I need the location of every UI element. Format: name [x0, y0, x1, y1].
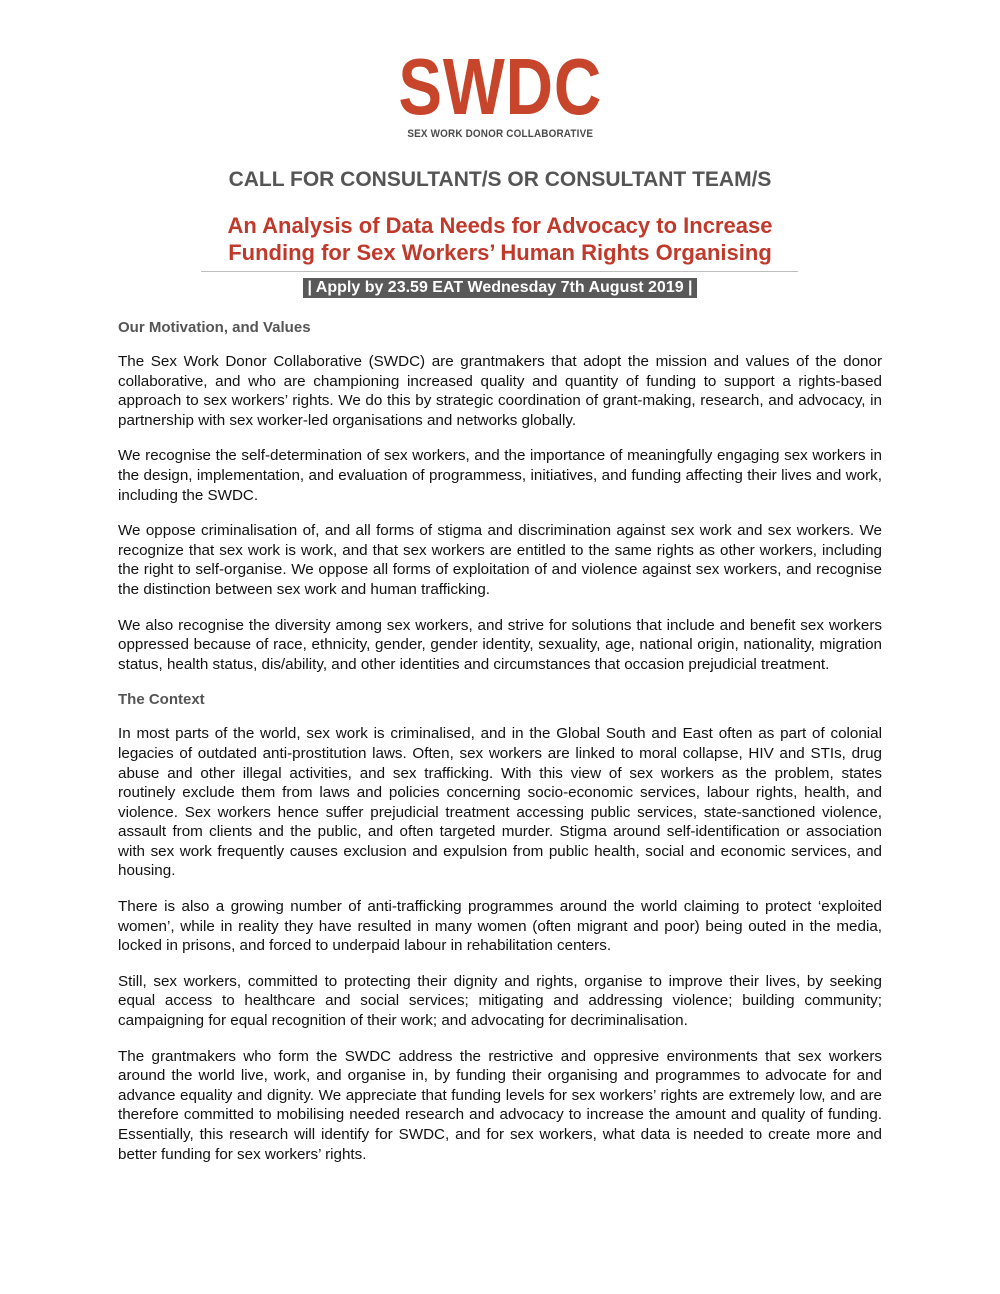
paragraph: Still, sex workers, committed to protecting their dignity and rights, organise to improve their lives, by seeking equal access to healthcare and social services; mitigating and addressing violence; building community; campaigning for equal recognition of their work; and advocating for decriminalisation.: [118, 972, 882, 1030]
swdc-logo: [0, 42, 1000, 142]
section-motivation: [118, 318, 882, 674]
paragraph: There is also a growing number of anti-trafficking programmes around the world claiming to protect ‘exploited women’, while in reality they have resulted in many women (often migrant and poor) being outed in the media, locked in prisons, and forced to underpaid labour in rehabilitation centers.: [118, 898, 882, 955]
paragraph: We also recognise the diversity among sex workers, and strive for solutions that include and benefit sex workers oppressed because of race, ethnicity, gender, gender identity, sexuality, age, national origin, nationality, migration status, health status, dis/ability, and other identities and circumstances that occasion prejudicial treatment.: [118, 616, 882, 673]
logo-tagline: SEX WORK DONOR COLLABORATIVE: [407, 128, 593, 140]
paragraph: We oppose criminalisation of, and all forms of stigma and discrimination against sex work and sex workers. We recognize that sex work is work, and that sex workers are entitled to the same rights as other workers, including the right to self-organise. We oppose all forms of exploitation of and violence against sex workers, and recognise the distinction between sex work and human trafficking.: [118, 522, 882, 598]
paragraph: In most parts of the world, sex work is criminalised, and in the Global South and East often as part of colonial legacies of outdated anti-prostitution laws. Often, sex workers are linked to moral collapse, HIV and STIs, drug abuse and other illegal activities, and sex trafficking. With this view of sex workers as the problem, states routinely exclude them from laws and policies concerning socio-economic services, labour rights, health, and violence. Sex workers hence suffer prejudicial treatment accessing public services, state-sanctioned violence, assault from clients and the public, and often targeted murder. Stigma around self-identification or association with sex work frequently causes exclusion and expulsion from public health, social and economic services, and housing.: [118, 725, 882, 880]
section-heading: The Context: [118, 691, 205, 709]
paragraph: The Sex Work Donor Collaborative (SWDC) are grantmakers that adopt the mission and values of the donor collaborative, and who are championing increased quality and quantity of funding to support a rights-based approach to sex workers’ rights. We do this by strategic coordination of grant-making, research, and advocacy, in partnership with sex worker-led organisations and networks globally.: [118, 353, 882, 429]
call-title: CALL FOR CONSULTANT/S OR CONSULTANT TEAM/S: [228, 168, 772, 191]
subtitle-line-1: An Analysis of Data Needs for Advocacy to Increase: [227, 213, 773, 238]
deadline-banner: [0, 278, 1000, 298]
title-divider: [201, 271, 798, 272]
section-heading: Our Motivation, and Values: [118, 319, 311, 336]
logo-wordmark: SWDC: [398, 42, 602, 131]
document-subtitle: [0, 212, 1000, 266]
document-body: [118, 318, 882, 1180]
deadline-text: | Apply by 23.59 EAT Wednesday 7th August 2019 |: [303, 278, 696, 298]
section-context: [118, 690, 882, 1164]
paragraph: The grantmakers who form the SWDC address the restrictive and oppresive environments that sex workers around the world live, work, and organise in, by funding their organising and programmes to advocate for and advance equality and dignity. We appreciate that funding levels for sex workers’ rights are extremely low, and are therefore committed to mobilising needed research and advocacy to increase the amount and quality of funding. Essentially, this research will identify for SWDC, and for sex workers, what data is needed to create more and better funding for sex workers’ rights.: [118, 1047, 882, 1163]
subtitle-line-2: Funding for Sex Workers’ Human Rights Organising: [228, 240, 772, 265]
paragraph: We recognise the self-determination of sex workers, and the importance of meaningfully engaging sex workers in the design, implementation, and evaluation of programmess, initiatives, and funding affecting their lives and work, including the SWDC.: [118, 447, 882, 504]
